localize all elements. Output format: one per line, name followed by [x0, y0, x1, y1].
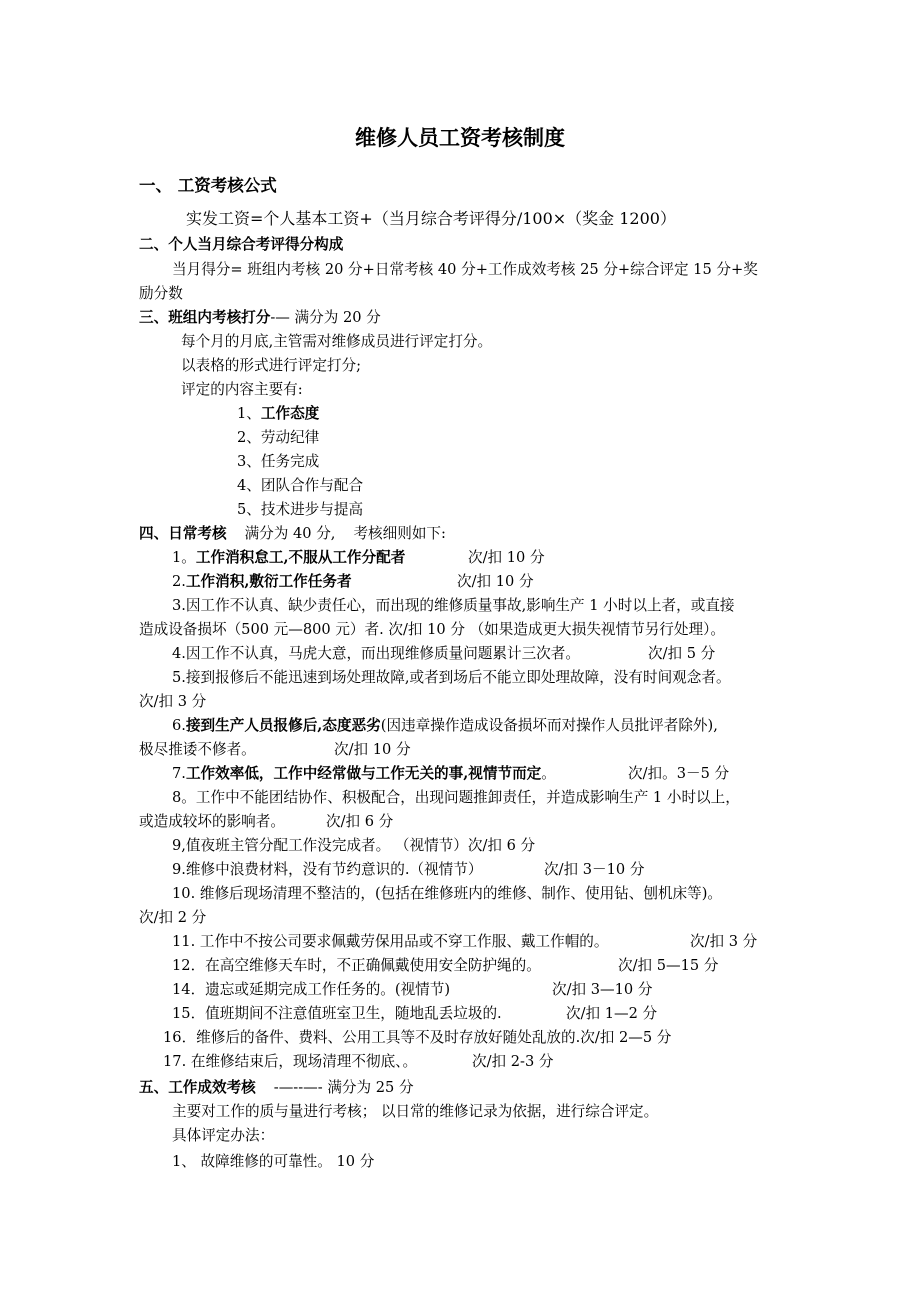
rule-7: 7.工作效率低，工作中经常做与工作无关的事,视情节而定。	[172, 765, 556, 782]
section-4-intro: 考核细则如下:	[353, 525, 446, 542]
rule-11-penalty: 次/扣 3 分	[690, 933, 758, 950]
rule-5-line2: 次/扣 3 分	[139, 693, 207, 710]
section-5-para-2: 具体评定办法：	[172, 1127, 275, 1144]
section-5-full-score: -—--—- 满分为 25 分	[273, 1079, 414, 1096]
rule-16: 16．维修后的备件、费料、公用工具等不及时存放好随处乱放的.次/扣 2—5 分	[163, 1029, 672, 1046]
rule-10-line2: 次/扣 2 分	[139, 909, 207, 926]
section-5-heading-line	[139, 1078, 414, 1098]
section-4-heading: 四、日常考核	[139, 525, 227, 542]
rule-4-penalty: 次/扣 5 分	[648, 645, 716, 662]
rule-10-line1: 10. 维修后现场清理不整洁的，(包括在维修班内的维修、制作、使用钻、刨机床等)。	[172, 885, 723, 902]
section-3-para-2: 以表格的形式进行评定打分;	[181, 357, 362, 374]
rule-2: 2.工作消积,敷衍工作任务者	[172, 573, 352, 590]
rule-1: 1。工作消积怠工,不服从工作分配者	[172, 549, 406, 566]
rule-17: 17. 在维修结束后，现场清理不彻底、。	[163, 1053, 418, 1070]
rule-15-penalty: 次/扣 1—2 分	[566, 1005, 658, 1022]
criteria-item-5: 5、技术进步与提高	[237, 501, 364, 518]
page-title: 维修人员工资考核制度	[355, 125, 565, 150]
rule-12-penalty: 次/扣 5—15 分	[618, 957, 719, 974]
rule-7-penalty: 次/扣。3－5 分	[628, 765, 730, 782]
rule-3-line2: 造成设备损坏（500 元—800 元）者. 次/扣 10 分 （如果造成更大损失视情节另行处理）。	[139, 621, 725, 638]
section-4-full-score: 满分为 40 分,	[244, 525, 336, 542]
score-composition-line1: 当月得分= 班组内考核 20 分+日常考核 40 分+工作成效考核 25 分+综合评定 15 分+奖	[172, 261, 758, 278]
section-5-para-1: 主要对工作的质与量进行考核； 以日常的维修记录为依据，进行综合评定。	[172, 1103, 659, 1120]
rule-14-penalty: 次/扣 3—10 分	[552, 981, 653, 998]
rule-6-penalty: 次/扣 10 分	[334, 741, 411, 758]
criteria-item-4: 4、团队合作与配合	[237, 477, 364, 494]
rule-6-line1: 6.接到生产人员报修后,态度恶劣(因违章操作造成设备损坏而对操作人员批评者除外),	[172, 717, 718, 734]
rule-8-line1: 8。工作中不能团结协作、积极配合，出现问题推卸责任，并造成影响生产 1 小时以上，	[172, 789, 740, 806]
section-3-heading-line	[139, 308, 381, 328]
rule-8-penalty: 次/扣 6 分	[326, 813, 394, 830]
salary-formula: 实发工资=个人基本工资+（当月综合考评得分/100×（奖金 1200）	[186, 209, 676, 228]
rule-3-line1: 3.因工作不认真、缺少责任心，而出现的维修质量事故,影响生产 1 小时以上者，或直接	[172, 597, 735, 614]
rule-14: 14．遗忘或延期完成工作任务的。(视情节)	[172, 981, 451, 998]
section-5-para-3: 1、 故障维修的可靠性。 10 分	[172, 1153, 375, 1170]
score-composition-line2: 励分数	[139, 285, 183, 302]
criteria-item-3: 3、任务完成	[237, 453, 320, 470]
section-1-heading: 一、 工资考核公式	[139, 176, 277, 195]
rule-11: 11. 工作中不按公司要求佩戴劳保用品或不穿工作服、戴工作帽的。	[172, 933, 609, 950]
section-3-para-1: 每个月的月底,主管需对维修成员进行评定打分。	[181, 333, 493, 350]
rule-12: 12．在高空维修天车时，不正确佩戴使用安全防护绳的。	[172, 957, 541, 974]
criteria-item-2: 2、劳动纪律	[237, 429, 320, 446]
rule-4: 4.因工作不认真，马虎大意，而出现维修质量问题累计三次者。	[172, 645, 580, 662]
section-3-para-3: 评定的内容主要有:	[181, 381, 303, 398]
rule-1-penalty: 次/扣 10 分	[468, 549, 545, 566]
rule-9b: 9.维修中浪费材料，没有节约意识的.（视情节）	[172, 861, 483, 878]
section-2-heading: 二、个人当月综合考评得分构成	[139, 236, 344, 253]
section-5-heading: 五、工作成效考核	[139, 1079, 256, 1096]
section-3-full-score: -— 满分为 20 分	[270, 309, 381, 326]
rule-15: 15．值班期间不注意值班室卫生，随地乱丢垃圾的.	[172, 1005, 502, 1022]
criteria-item-1: 1、工作态度	[237, 405, 320, 422]
rule-6-line2: 极尽推诿不修者。	[139, 741, 256, 758]
rule-9a: 9,值夜班主管分配工作没完成者。 （视情节）次/扣 6 分	[172, 837, 536, 854]
rule-2-penalty: 次/扣 10 分	[457, 573, 534, 590]
section-4-heading-line	[139, 524, 446, 544]
rule-9b-penalty: 次/扣 3－10 分	[544, 861, 645, 878]
rule-5-line1: 5.接到报修后不能迅速到场处理故障,或者到场后不能立即处理故障，没有时间观念者。	[172, 669, 731, 686]
rule-17-penalty: 次/扣 2-3 分	[472, 1053, 554, 1070]
section-3-heading: 三、班组内考核打分	[139, 309, 271, 326]
rule-8-line2: 或造成较坏的影响者。	[139, 813, 285, 830]
